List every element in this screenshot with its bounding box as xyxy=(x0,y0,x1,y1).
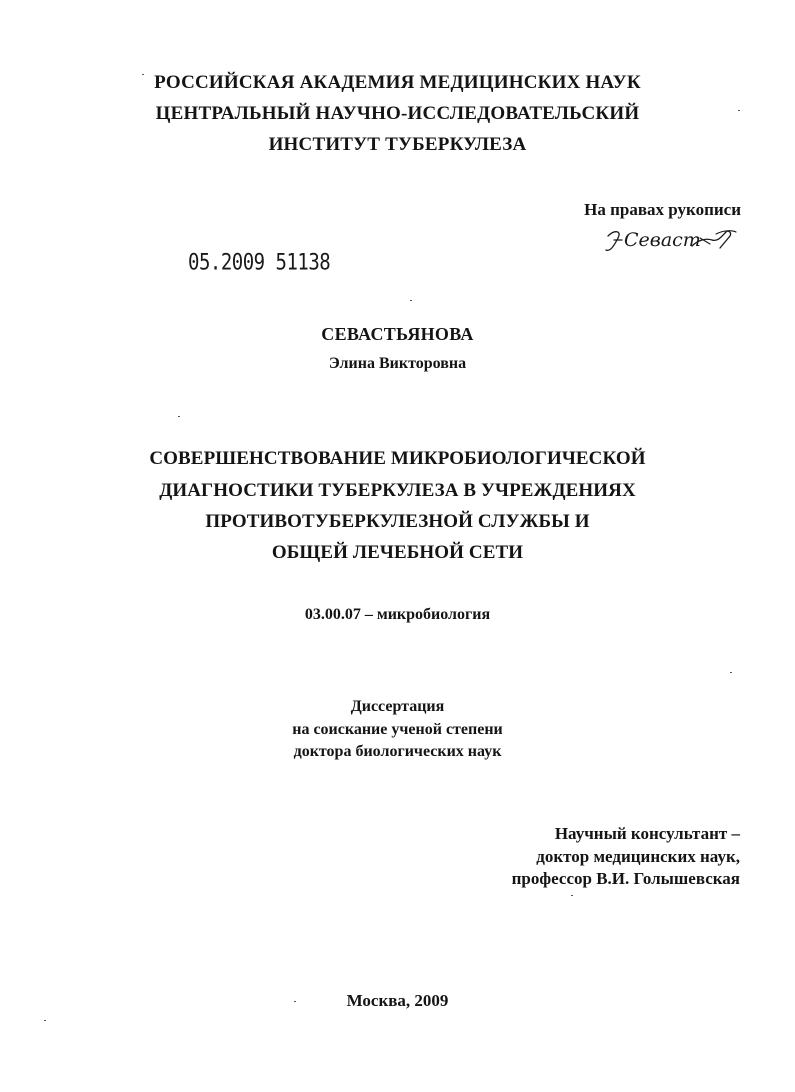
consultant-line-1: Научный консультант – xyxy=(554,824,740,843)
consultant-line-3: профессор В.И. Голышевская xyxy=(511,869,740,888)
author-signature xyxy=(600,222,740,256)
manuscript-rights-note: На правах рукописи xyxy=(584,200,741,219)
scan-speck xyxy=(142,74,144,75)
scan-speck xyxy=(730,672,732,673)
dissertation-line-2: на соискание ученой степени xyxy=(292,721,503,738)
institution-line-3: ИНСТИТУТ ТУБЕРКУЛЕЗА xyxy=(268,134,527,155)
scan-speck xyxy=(178,416,180,417)
author-surname: СЕВАСТЬЯНОВА xyxy=(321,324,474,344)
dissertation-line-3: доктора биологических наук xyxy=(293,743,502,760)
specialty-code: 03.00.07 – микробиология xyxy=(304,606,491,623)
title-line-2: ДИАГНОСТИКИ ТУБЕРКУЛЕЗА В УЧРЕЖДЕНИЯХ xyxy=(159,480,636,501)
title-line-4: ОБЩЕЙ ЛЕЧЕБНОЙ СЕТИ xyxy=(271,542,524,563)
signature-text: Севаст xyxy=(624,229,701,251)
title-line-1: СОВЕРШЕНСТВОВАНИЕ МИКРОБИОЛОГИЧЕСКОЙ xyxy=(149,448,646,469)
scan-speck xyxy=(294,1001,296,1002)
scan-speck xyxy=(410,300,412,301)
scan-speck xyxy=(44,1020,46,1021)
place-and-year: Москва, 2009 xyxy=(346,991,449,1010)
consultant-line-2: доктор медицинских наук, xyxy=(536,847,740,866)
dissertation-line-1: Диссертация xyxy=(350,698,445,715)
title-line-3: ПРОТИВОТУБЕРКУЛЕЗНОЙ СЛУЖБЫ И xyxy=(205,511,590,532)
institution-line-2: ЦЕНТРАЛЬНЫЙ НАУЧНО-ИССЛЕДОВАТЕЛЬСКИЙ xyxy=(155,103,640,124)
author-given-names: Элина Викторовна xyxy=(328,355,467,372)
scan-speck xyxy=(738,110,740,111)
institution-line-1: РОССИЙСКАЯ АКАДЕМИЯ МЕДИЦИНСКИХ НАУК xyxy=(154,72,641,93)
scan-speck xyxy=(571,895,573,896)
archive-stamp-number: 05.2009 51138 xyxy=(188,250,331,276)
